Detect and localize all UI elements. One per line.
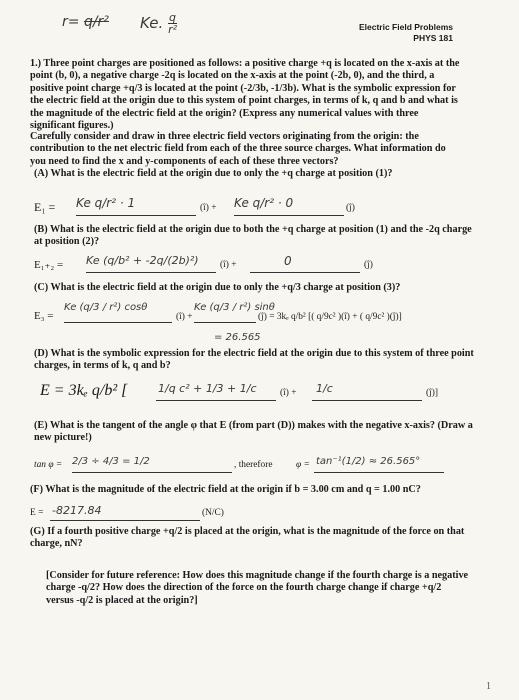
part-c-answer-j: Ke (q/3 / r²) sinθ <box>194 302 275 313</box>
part-e-answer-row <box>34 452 474 478</box>
part-d-answer-i: 1/q c² + 1/3 + 1/c <box>158 382 257 395</box>
part-b-unit-i: (î) + <box>220 260 237 270</box>
part-f-answer: -8217.84 <box>52 504 102 517</box>
part-d-answer-j: 1/c <box>316 382 333 395</box>
part-a-unit-i: (î) + <box>200 203 217 213</box>
tan-answer: 2/3 ÷ 4/3 = 1/2 <box>72 456 150 467</box>
part-g-question: (G) If a fourth positive charge +q/2 is placed at the origin, what is the magnitude of the force on that charge, nN? <box>30 526 465 550</box>
part-d-unit-i: (î) + <box>280 388 297 398</box>
part-f-lhs: E = <box>30 508 44 518</box>
part-c-lhs: E₃ = <box>34 310 54 322</box>
problem-intro: 1.) Three point charges are positioned as follows: a positive charge +q is located on the x-axis at the point (b, 0), a negative charge -2q is located on the x-axis at the point (-2b, 0), and the third, a positive point charge +q/3 is located at the point (-2/3b, -1/3b). What is the symbolic expression for the electric field at the origin due to this system of point charges, in terms of k, q and b and what is the magnitude of the electric field at the origin? (Express any numerical values with three significant figures.) <box>30 58 460 132</box>
part-b-lhs: E₁₊₂ = <box>34 259 64 271</box>
phi-answer: tan⁻¹(1/2) ≈ 26.565° <box>316 456 421 467</box>
part-b-unit-j: (ĵ) <box>364 260 373 270</box>
part-f-question: (F) What is the magnitude of the electric field at the origin if b = 3.00 cm and q = 1.00 nC? <box>30 484 421 495</box>
margin-scribble-ke: Ke. $\frac{q}{\text{r²}}$ <box>140 11 178 36</box>
part-f-answer-row <box>30 500 470 524</box>
course-code: PHYS 181 <box>413 33 453 43</box>
part-c-unit-i: (î) + <box>176 312 193 322</box>
part-a-question: (A) What is the electric field at the origin due to only the +q charge at position (1)? <box>34 168 393 179</box>
tan-lhs: tan φ = <box>34 460 63 470</box>
phi-lhs: φ = <box>296 460 310 470</box>
part-e-question: (E) What is the tangent of the angle φ that E (from part (D)) makes with the negative x-axis? (Draw a new picture!) <box>34 420 473 444</box>
part-a-answer-row <box>34 194 474 224</box>
part-c-answer-row <box>34 298 484 344</box>
part-d-unit-j: (ĵ)] <box>426 388 438 398</box>
part-d-question: (D) What is the symbolic expression for the electric field at the origin due to this system of three point charges, in terms of k, q and b? <box>34 348 474 372</box>
part-c-question: (C) What is the electric field at the origin due to only the +q/3 charge at position (3)? <box>34 282 401 293</box>
margin-scribble: r= q/r² <box>62 14 109 30</box>
part-a-answer-j: Ke q/r² · 0 <box>234 196 294 210</box>
part-c-rhs: (ĵ) = 3kₑ q/b² [( q/9c² )(î) + ( q/9c² )(ĵ)] <box>258 312 402 322</box>
part-b-question: (B) What is the electric field at the origin due to both the +q charge at position (1) and the -2q charge at position (2)? <box>34 224 472 248</box>
part-f-unit: (N/C) <box>202 508 224 518</box>
part-a-answer-i: Ke q/r² · 1 <box>76 196 136 210</box>
part-b-answer-row <box>34 252 474 280</box>
part-b-answer-i: Ke (q/b² + -2q/(2b)²) <box>86 254 199 267</box>
doc-header <box>359 22 453 44</box>
part-a-lhs: E₁ = <box>34 200 56 214</box>
part-c-note: = 26.565 <box>214 332 261 343</box>
part-a-unit-j: (ĵ) <box>346 203 355 213</box>
part-d-lhs: E = 3kₑ q/b² [ <box>40 382 128 399</box>
part-c-answer-i: Ke (q/3 / r²) cosθ <box>64 302 148 313</box>
therefore-label: , therefore <box>234 460 273 470</box>
problem-instructions: Carefully consider and draw in three electric field vectors originating from the origin: the contribution to the net electric field from each of the three source charges. What information do you need to find the x and y-components of each of these three vectors? <box>30 131 446 167</box>
part-d-answer-row <box>40 376 480 410</box>
page-number: 1 <box>486 681 491 692</box>
part-b-answer-j: 0 <box>284 254 292 268</box>
doc-title: Electric Field Problems <box>358 22 453 32</box>
part-g-consider: [Consider for future reference: How does this magnitude change if the fourth charge is a negative charge -q/2? How does the direction of the force on the fourth charge change if charge +q/2 versus -q/2 is placed at the origin?] <box>46 570 469 606</box>
